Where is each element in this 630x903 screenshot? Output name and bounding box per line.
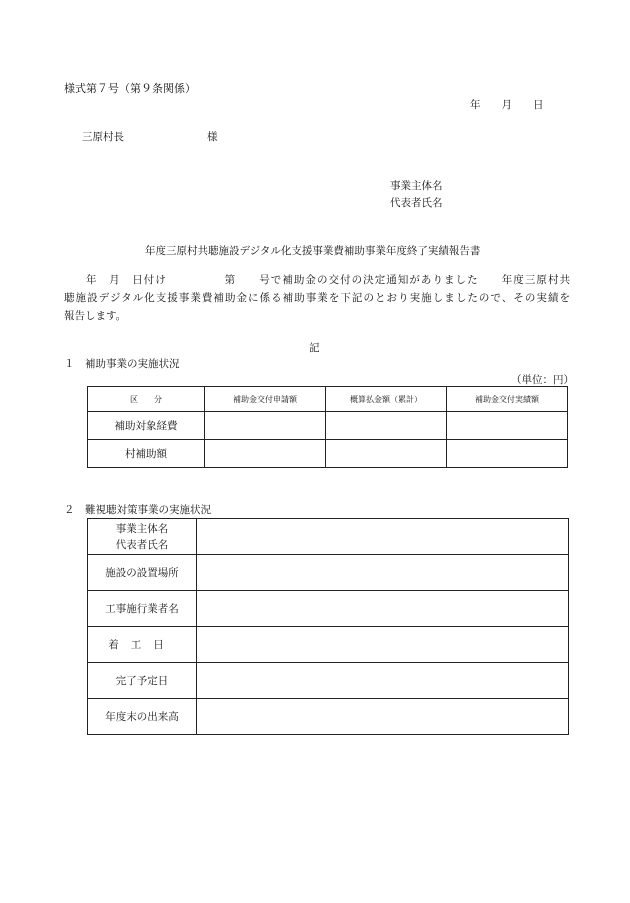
unit-label: （単位：円） xyxy=(511,374,574,386)
cell-advance-payment xyxy=(326,440,447,468)
cell-contractor-name xyxy=(197,591,569,627)
row-label-entity-representative xyxy=(88,519,197,555)
ki-mark: 記 xyxy=(309,342,320,354)
table-row xyxy=(88,699,569,735)
applicant-entity-label: 事業主体名 xyxy=(390,180,443,192)
row-label-facility-location: 施設の設置場所 xyxy=(88,555,197,591)
row-label-start-date: 着工日 xyxy=(88,627,197,663)
cell-completion-date xyxy=(197,663,569,699)
table-row xyxy=(88,663,569,699)
table-header-row xyxy=(88,387,568,412)
implementation-status-table xyxy=(87,386,568,468)
body-line-2: 聴施設デジタル化支援事業費補助金に係る補助事業を下記のとおり実施しましたので、その実績を xyxy=(64,292,570,304)
section1-heading: １ 補助事業の実施状況 xyxy=(64,358,180,370)
applicant-representative-label: 代表者氏名 xyxy=(390,197,443,209)
cell-actual-amount xyxy=(447,412,568,440)
table-row xyxy=(88,591,569,627)
cell-applied-amount xyxy=(205,412,326,440)
date-line: 年 月 日 xyxy=(470,99,544,111)
cell-applied-amount xyxy=(205,440,326,468)
label-representative-name: 代表者氏名 xyxy=(115,538,169,551)
table-row xyxy=(88,440,568,468)
poor-reception-measures-table xyxy=(87,518,569,735)
section2-heading: ２ 難視聴対策事業の実施状況 xyxy=(64,504,211,516)
form-number: 様式第７号（第９条関係） xyxy=(64,82,196,95)
cell-actual-amount xyxy=(447,440,568,468)
table-row xyxy=(88,412,568,440)
document-title: 年度三原村共聴施設デジタル化支援事業費補助事業年度終了実績報告書 xyxy=(145,245,481,257)
cell-entity-representative xyxy=(197,519,569,555)
column-header-actual-amount: 補助金交付実績額 xyxy=(447,387,568,412)
cell-facility-location xyxy=(197,555,569,591)
row-label-contractor-name: 工事施行業者名 xyxy=(88,591,197,627)
table-row xyxy=(88,627,569,663)
table-row xyxy=(88,519,569,555)
body-line-1: 年 月 日付け 第 号で補助金の交付の決定通知がありました 年度三原村共 xyxy=(86,274,570,286)
row-label-village-subsidy: 村補助額 xyxy=(88,440,205,468)
column-header-applied-amount: 補助金交付申請額 xyxy=(205,387,326,412)
column-header-advance-payment: 概算払金額（累計） xyxy=(326,387,447,412)
addressee-name: 三原村長 xyxy=(82,131,124,143)
addressee-honorific: 様 xyxy=(207,131,218,143)
cell-advance-payment xyxy=(326,412,447,440)
body-line-3: 報告します。 xyxy=(64,310,127,322)
cell-year-end-progress xyxy=(197,699,569,735)
body-paragraph xyxy=(64,271,570,325)
row-label-eligible-expenses: 補助対象経費 xyxy=(88,412,205,440)
label-entity-name: 事業主体名 xyxy=(115,522,169,535)
column-header-category: 区 分 xyxy=(88,387,205,412)
row-label-year-end-progress: 年度末の出来高 xyxy=(88,699,197,735)
row-label-completion-date: 完了予定日 xyxy=(88,663,197,699)
cell-start-date xyxy=(197,627,569,663)
table-row xyxy=(88,555,569,591)
